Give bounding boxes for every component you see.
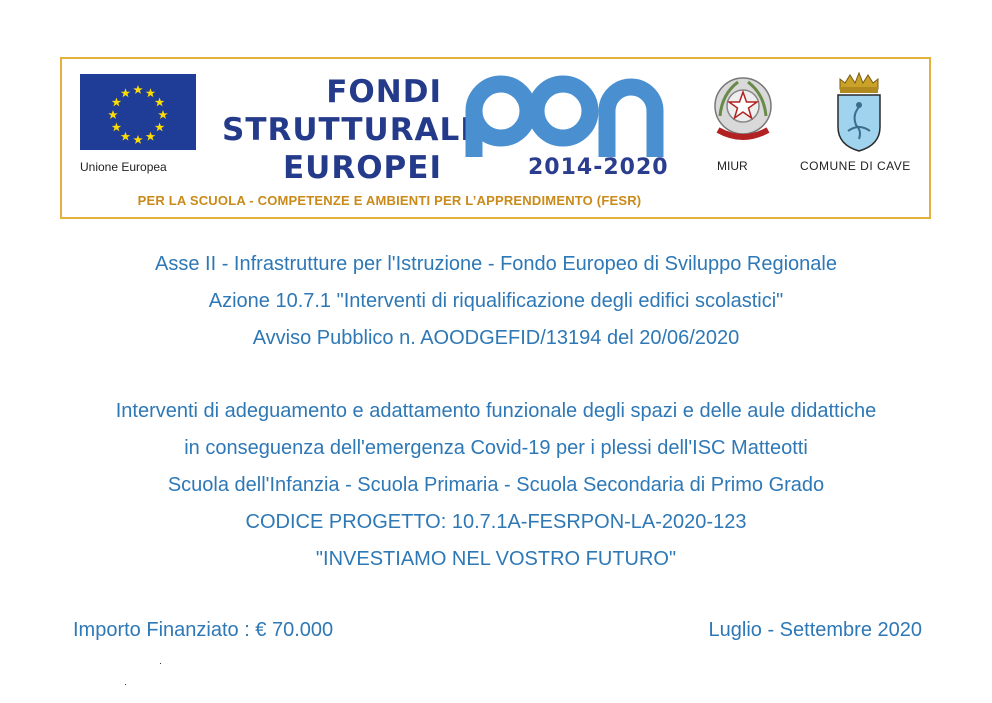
comune-label: COMUNE DI CAVE [800, 159, 911, 173]
project-line: in conseguenza dell'emergenza Covid-19 per i plessi dell'ISC Matteotti [184, 437, 808, 459]
header-line: Asse II - Infrastrutture per l'Istruzione - Fondo Europeo di Sviluppo Regionale [155, 253, 837, 275]
project-code: CODICE PROGETTO: 10.7.1A-FESRPON-LA-2020-123 [245, 511, 747, 533]
pon-banner [60, 57, 931, 219]
eu-flag-icon [80, 74, 196, 150]
pon-tagline: PER LA SCUOLA - COMPETENZE E AMBIENTI PER L’APPRENDIMENTO (FESR) [137, 193, 642, 208]
speck [160, 663, 161, 664]
project-line: Interventi di adeguamento e adattamento funzionale degli spazi e delle aule didattiche [115, 400, 877, 422]
speck [125, 684, 126, 685]
project-line: Scuola dell'Infanzia - Scuola Primaria - Scuola Secondaria di Primo Grado [167, 474, 825, 496]
project-period: Luglio - Settembre 2020 [708, 619, 922, 641]
project-description [0, 393, 992, 578]
funding-header [0, 246, 992, 357]
project-slogan: "INVESTIAMO NEL VOSTRO FUTURO" [315, 548, 677, 570]
fondi-line: STRUTTURALI [222, 112, 473, 148]
pon-years: 2014-2020 [528, 155, 669, 180]
italian-republic-emblem-icon [710, 74, 776, 146]
pon-logo [457, 71, 667, 159]
importo-finanziato: Importo Finanziato : € 70.000 [73, 619, 334, 641]
fondi-line: FONDI [326, 74, 442, 110]
eu-label: Unione Europea [80, 160, 167, 174]
miur-label: MIUR [717, 159, 748, 173]
fondi-strutturali-logo [222, 73, 473, 187]
header-line: Azione 10.7.1 "Interventi di riqualificazione degli edifici scolastici" [208, 290, 784, 312]
header-line: Avviso Pubblico n. AOODGEFID/13194 del 20/06/2020 [252, 327, 740, 349]
fondi-line: EUROPEI [282, 150, 442, 186]
cave-coat-of-arms-icon [834, 71, 884, 153]
